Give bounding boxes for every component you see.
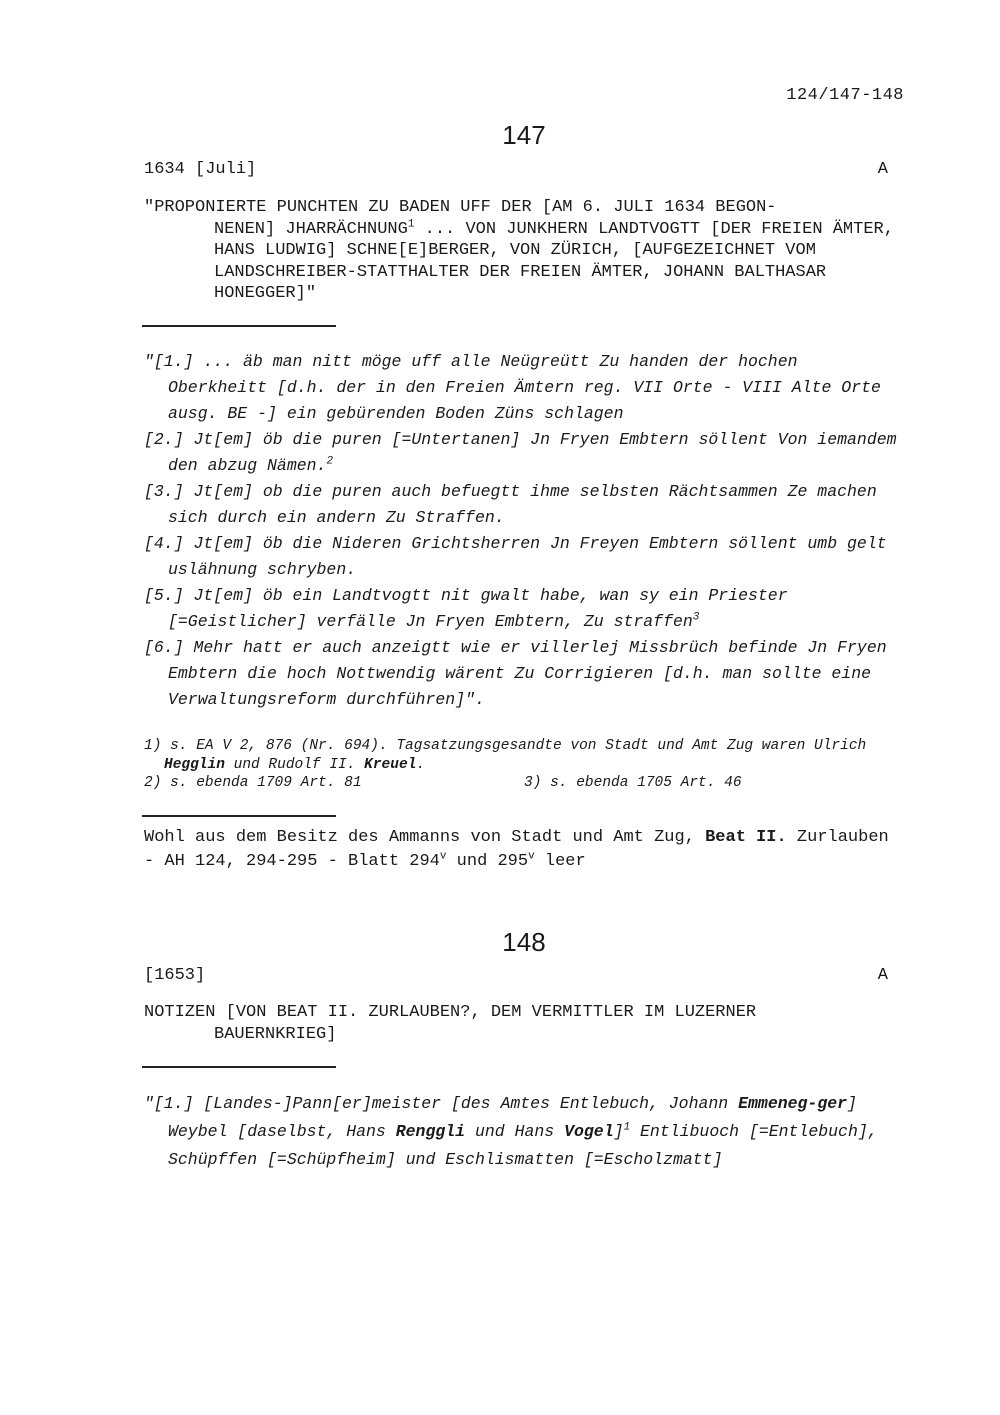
list-item: [6.] Mehr hatt er auch anzeigtt wie er villerlej Missbrüch befinde Jn Fryen Embtern die hoch Nottwendig wärent Zu Corrigieren [d.h. man sollte eine Verwaltungsreform durchführen]". <box>144 638 887 709</box>
page-reference: 124/147-148 <box>786 86 904 105</box>
title-line-first: "PROPONIERTE PUNCHTEN ZU BADEN UFF DER [AM 6. JULI 1634 BEGON- <box>144 198 777 217</box>
title-text: NENEN] JHARRÄCHNUNG <box>214 219 408 239</box>
footnote-marker: 1 <box>407 217 415 230</box>
separator-rule <box>142 815 336 817</box>
separator-rule <box>142 1066 336 1068</box>
document-date-line-147 <box>144 160 888 179</box>
list-item: [3.] Jt[em] ob die puren auch befuegtt ihme selbsten Rächtsammen Ze machen sich durch ein andern Zu Straffen. <box>144 482 877 527</box>
title-text: ... VON JUNKHERN LANDTVOGTT [DER FREIEN ÄMTER, HANS LUDWIG] SCHNE[E]BERGER, VON ZÜRICH, [AUFGEZEICHNET VOM LANDSCHREIBER-STATTHALTER DER FREIEN ÄMTER, JOHANN BALTHASAR HONEGGER]" <box>214 219 894 303</box>
footnotes-147 <box>144 737 904 793</box>
document-title-148 <box>144 1002 904 1045</box>
document-date: 1634 [Juli] <box>144 160 257 179</box>
title-line-first: NOTIZEN [VON BEAT II. ZURLAUBEN?, DEM VERMITTLER IM LUZERNER <box>144 1003 757 1022</box>
item-list-148 <box>144 1090 904 1174</box>
item-list-147 <box>144 349 904 713</box>
list-item: [2.] Jt[em] öb die puren [=Untertanen] Jn Fryen Embtern söllent Von iemandem den abzug Nämen.$^2$ <box>144 430 897 475</box>
document-mark: A <box>877 160 888 179</box>
list-item: "[1.] [Landes-]Pann[er]meister [des Amtes Entlebuch, Johann Emmeneg-ger] <box>144 1094 857 1113</box>
document-date-line-148 <box>144 966 888 985</box>
title-continuation <box>144 219 904 305</box>
document-mark: A <box>877 966 888 985</box>
source-note-147: Wohl aus dem Besitz des Ammanns von Stadt und Amt Zug, Beat II. Zurlauben - AH 124, 294-295 - Blatt 294$^v$ und 295$^v$ leer <box>144 828 889 871</box>
document-date: [1653] <box>144 966 206 985</box>
title-continuation: BAUERNKRIEG] <box>214 1024 337 1044</box>
list-item: Weybel [daselbst, Hans Renggli und Hans Vogel]$^1$ Entlibuoch [=Entlebuch], Schüpffen [=Schüpfheim] und Eschlismatten [=Escholzmatt] <box>168 1121 878 1169</box>
document-number-148: 148 <box>502 927 546 957</box>
list-item: "[1.] ... äb man nitt möge uff alle Neügreütt Zu handen der hochen Oberkheitt [d.h. der in den Freien Ämtern reg. VII Orte - VIII Alte Orte ausg. BE -] ein gebürenden Boden Züns schlagen <box>144 352 881 423</box>
list-item: [5.] Jt[em] öb ein Landtvogtt nit gwalt habe, wan sy ein Priester [=Geistlicher] verfälle Jn Fryen Embtern, Zu straffen$^3$ <box>144 586 788 631</box>
separator-rule <box>142 325 336 327</box>
document-title-147 <box>144 197 904 305</box>
footnote-2: 2) s. ebenda 1709 Art. 81 <box>144 775 362 791</box>
footnote-1: 1) s. EA V 2, 876 (Nr. 694). Tagsatzungsgesandte von Stadt und Amt Zug waren Ulrich Hegglin und Rudolf II. Kreuel. <box>144 738 867 773</box>
footnote-3: 3) s. ebenda 1705 Art. 46 <box>524 775 742 791</box>
document-number-147: 147 <box>502 120 546 150</box>
list-item: [4.] Jt[em] öb die Nideren Grichtsherren Jn Freyen Embtern söllent umb gelt uslähnung schryben. <box>144 534 887 579</box>
